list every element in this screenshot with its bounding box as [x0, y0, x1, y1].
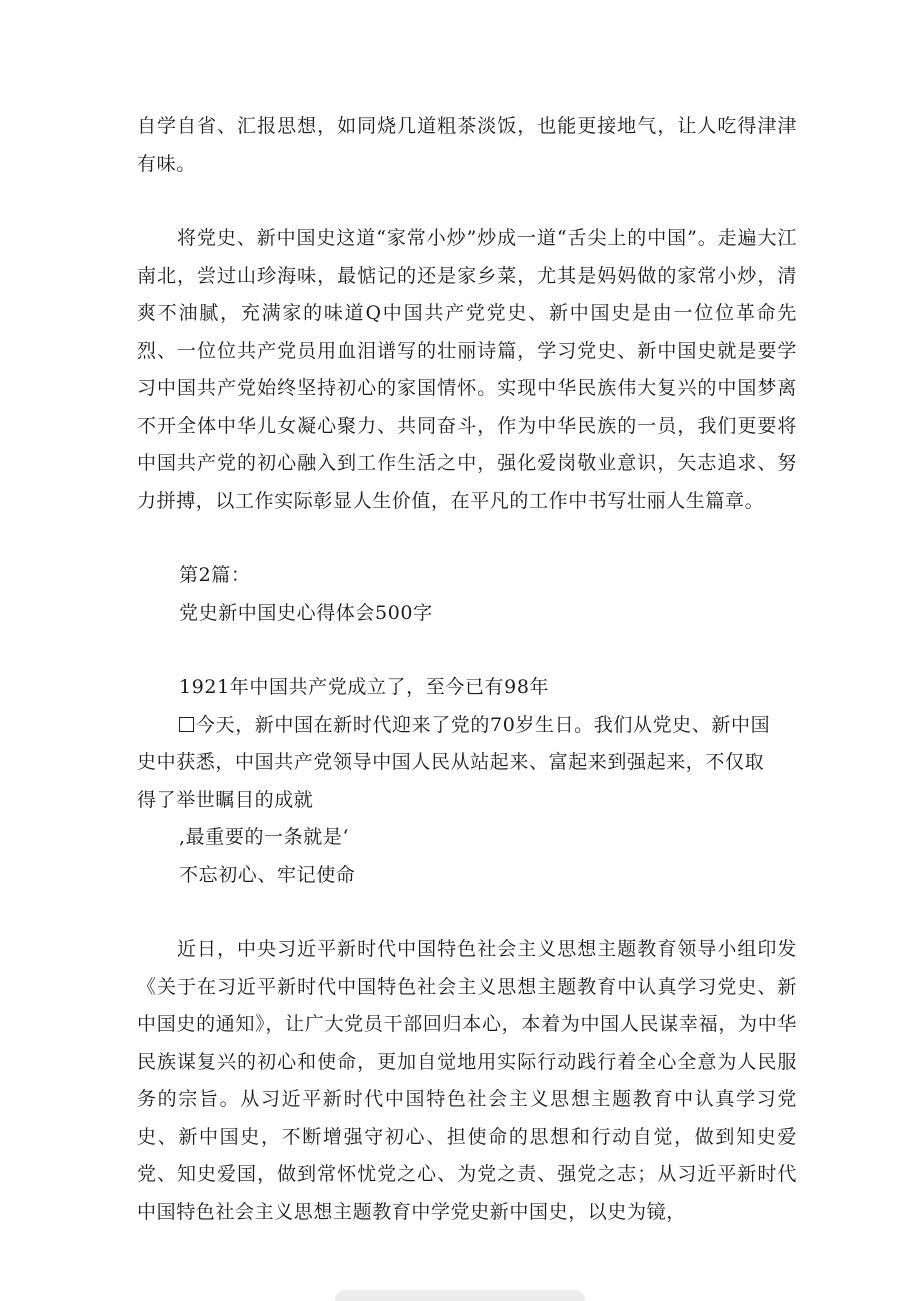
page-bottom-tab	[335, 1290, 585, 1301]
line-founded: 1921年中国共产党成立了，至今已有98年	[179, 676, 550, 698]
line-achievements: 得了举世瞩目的成就	[137, 788, 314, 811]
missing-glyph-box-icon	[179, 717, 194, 732]
line-history: 史中获悉，中国共产党领导中国人民从站起来、富起来到强起来，不仅取	[137, 751, 765, 773]
section-header	[137, 557, 797, 632]
line-today	[137, 707, 797, 745]
today-text: 今天，新中国在新时代迎来了党的70岁生日。我们从党史、新中国	[196, 713, 771, 736]
section-intro	[137, 669, 797, 894]
section-title: 党史新中国史心得体会500字	[179, 601, 433, 624]
paragraph-closing: 自学自省、汇报思想，如同烧几道粗茶淡饭，也能更接地气，让人吃得津津有味。	[137, 115, 797, 175]
document-body	[137, 108, 797, 1231]
line-motto: 不忘初心、牢记使命	[179, 863, 356, 886]
paragraph-notice: 近日，中央习近平新时代中国特色社会主义思想主题教育领导小组印发《关于在习近平新时代中国特色社会主义思想主题教育中认真学习党史、新中国史的通知》，让广大党员干部回归本心，本着为中国人民谋幸福，为中华民族谋复兴的初心和使命，更加自觉地用实际行动践行着全心全意为人民服务的宗旨。从习近平新时代中国特色社会主义思想主题教育中认真学习党史、新中国史，不断增强守初心、担使命的思想和行动自觉，做到知史爱党、知史爱国，做到常怀忧党之心、为党之责、强党之志；从习近平新时代中国特色社会主义思想主题教育中学党史新中国史，以史为镜，	[137, 938, 797, 1223]
line-most-important: ,最重要的一条就是‘	[179, 826, 350, 848]
section-label: 第2篇：	[179, 564, 251, 586]
paragraph-home-cooking: 将党史、新中国史这道“家常小炒”炒成一道“舌尖上的中国”。走遍大江南北，尝过山珍海味，最惦记的还是家乡菜，尤其是妈妈做的家常小炒，清爽不油腻，充满家的味道Q中国共产党党史、新中国史是由一位位革命先烈、一位位共产党员用血泪谱写的壮丽诗篇，学习党史、新中国史就是要学习中国共产党始终坚持初心的家国情怀。实现中华民族伟大复兴的中国梦离不开全体中华儿女凝心聚力、共同奋斗，作为中华民族的一员，我们更要将中国共产党的初心融入到工作生活之中，强化爱岗敬业意识，矢志追求、努力拼搏，以工作实际彰显人生价值，在平凡的工作中书写壮丽人生篇章。	[137, 227, 797, 512]
